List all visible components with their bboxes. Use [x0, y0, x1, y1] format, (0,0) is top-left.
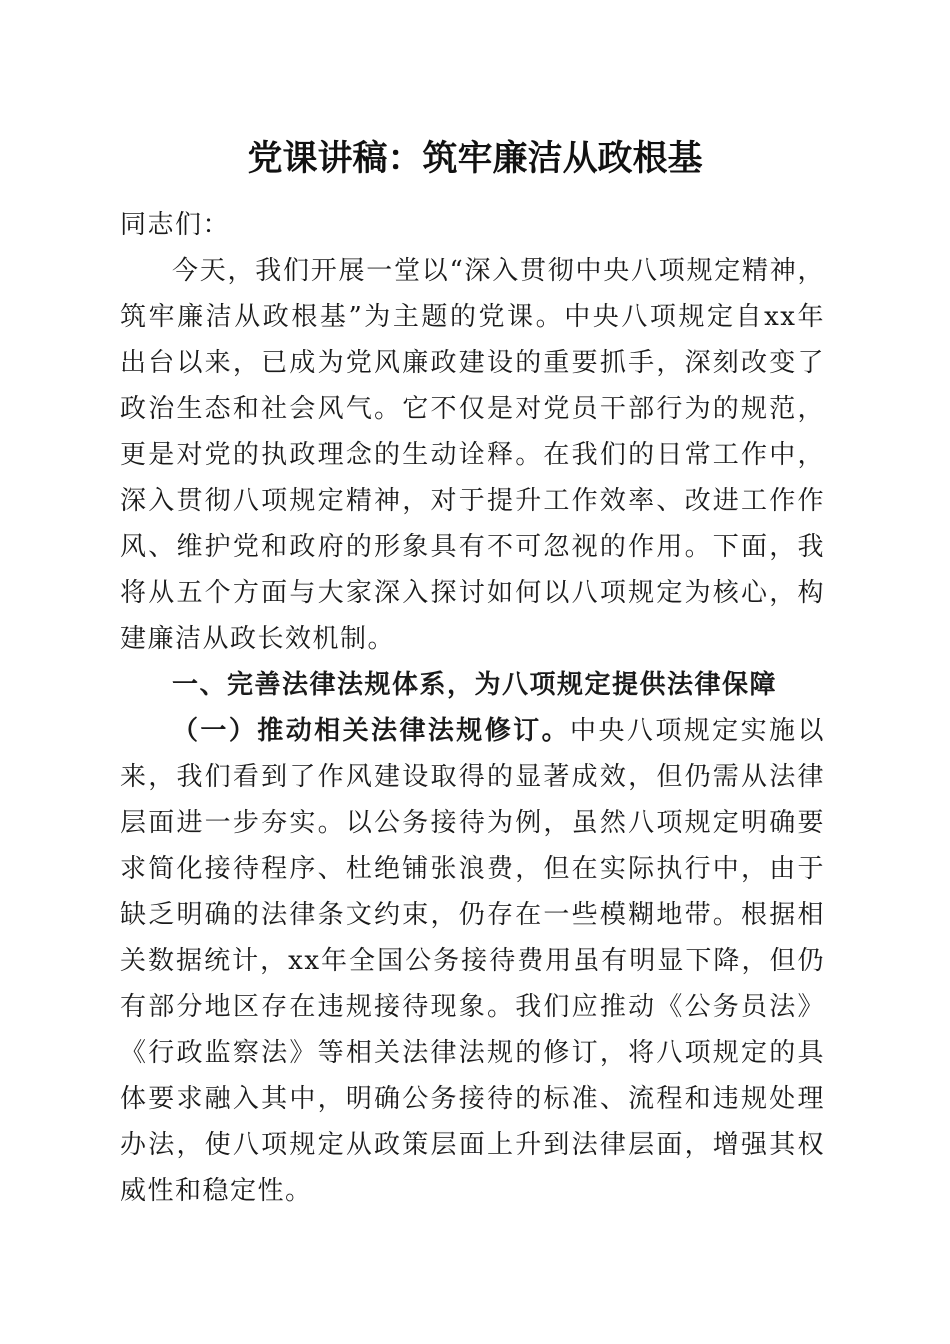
salutation: 同志们：: [120, 210, 231, 240]
document-title: 党课讲稿：筑牢廉洁从政根基: [247, 138, 703, 179]
intro-paragraph: 今天，我们开展一堂以“深入贯彻中央八项规定精神，筑牢廉洁从政根基”为主题的党课。中央八项规定自xx年出台以来，已成为党风廉政建设的重要抓手，深刻改变了政治生态和社会风气。它不仅是对党员干部行为的规范，更是对党的执政理念的生动诠释。在我们的日常工作中，深入贯彻八项规定精神，对于提升工作效率、改进工作作风、维护党和政府的形象具有不可忽视的作用。下面，我将从五个方面与大家深入探讨如何以八项规定为核心，构建廉洁从政长效机制。: [120, 256, 825, 654]
subsection-heading: （一）推动相关法律法规修订。: [172, 716, 571, 746]
subsection-body: 中央八项规定实施以来，我们看到了作风建设取得的显著成效，但仍需从法律层面进一步夯实。以公务接待为例，虽然八项规定明确要求简化接待程序、杜绝铺张浪费，但在实际执行中，由于缺乏明确的法律条文约束，仍存在一些模糊地带。根据相关数据统计，xx年全国公务接待费用虽有明显下降，但仍有部分地区存在违规接待现象。我们应推动《公务员法》《行政监察法》等相关法律法规的修订，将八项规定的具体要求融入其中，明确公务接待的标准、流程和违规处理办法，使八项规定从政策层面上升到法律层面，增强其权威性和稳定性。: [120, 716, 825, 1206]
subsection-paragraph: [120, 708, 825, 1214]
document-body: [120, 202, 825, 1214]
section-heading: 一、完善法律法规体系，为八项规定提供法律保障: [172, 670, 778, 700]
